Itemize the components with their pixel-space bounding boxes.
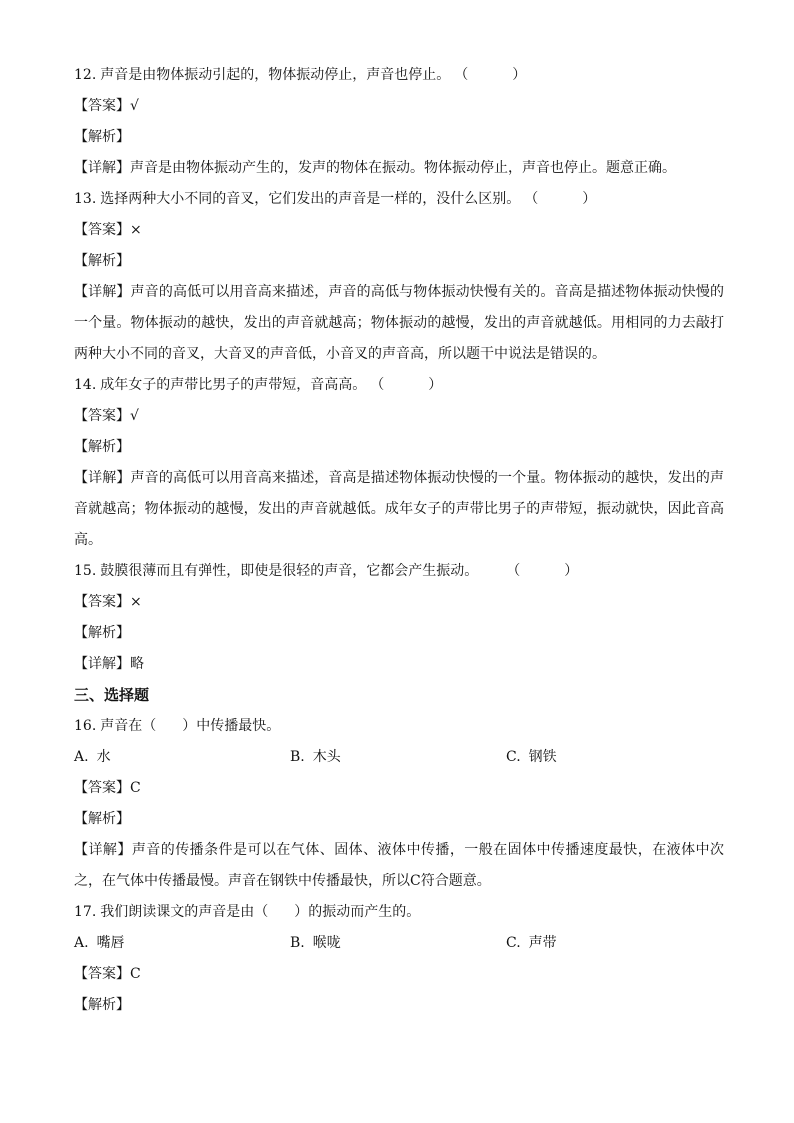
detail-tag: 【详解】	[74, 656, 130, 672]
question-text-before: 声音在（	[100, 718, 157, 734]
answer-value: √	[130, 408, 139, 424]
detail-tag: 【详解】	[74, 842, 132, 858]
question-text: 鼓膜很薄而且有弹性，即使是很轻的声音，它都会产生振动。	[100, 563, 479, 579]
analysis-17	[74, 990, 724, 1021]
answer-tag: 【答案】	[74, 966, 130, 982]
question-15	[74, 556, 724, 587]
option-b: B. 喉咙	[290, 935, 341, 951]
answer-blank	[268, 897, 294, 928]
question-text: 成年女子的声带比男子的声带短，音高高。	[100, 377, 367, 393]
answer-blank: （ ）	[370, 377, 443, 393]
answer-value: C	[130, 966, 141, 982]
detail-15	[74, 649, 724, 680]
document-page	[74, 60, 724, 1021]
answer-tag: 【答案】	[74, 98, 130, 114]
answer-blank: （ ）	[506, 563, 579, 579]
question-number: 14.	[74, 377, 97, 393]
detail-text: 略	[130, 656, 144, 672]
detail-tag: 【详解】	[74, 160, 130, 176]
option-a: A. 嘴唇	[74, 935, 125, 951]
answer-tag: 【答案】	[74, 594, 130, 610]
question-number: 13.	[74, 191, 97, 207]
answer-tag: 【答案】	[74, 222, 130, 238]
question-text-after: ）的振动而产生的。	[294, 904, 421, 920]
answer-12	[74, 91, 724, 122]
analysis-tag: 【解析】	[74, 811, 130, 827]
question-12	[74, 60, 724, 91]
answer-blank	[156, 711, 182, 742]
answer-15	[74, 587, 724, 618]
analysis-15	[74, 618, 724, 649]
question-number: 12.	[74, 67, 97, 83]
analysis-tag: 【解析】	[74, 625, 130, 641]
answer-value: ×	[130, 594, 142, 610]
question-17	[74, 897, 724, 928]
answer-13	[74, 215, 724, 246]
answer-tag: 【答案】	[74, 408, 130, 424]
analysis-tag: 【解析】	[74, 129, 130, 145]
detail-text: 声音的高低可以用音高来描述，音高是描述物体振动快慢的一个量。物体振动的越快，发出的声音就越高；物体振动的越慢，发出的声音就越低。成年女子的声带比男子的声带短，振动就快，因此音高高。	[74, 470, 725, 548]
detail-16	[74, 835, 724, 897]
analysis-tag: 【解析】	[74, 439, 130, 455]
question-number: 16.	[74, 718, 97, 734]
question-16	[74, 711, 724, 742]
analysis-tag: 【解析】	[74, 997, 130, 1013]
detail-text: 声音的高低可以用音高来描述，声音的高低与物体振动快慢有关的。音高是描述物体振动快慢的一个量。物体振动的越快，发出的声音就越高；物体振动的越慢，发出的声音就越低。用相同的力去敲打两种大小不同的音叉，大音叉的声音低，小音叉的声音高，所以题干中说法是错误的。	[74, 284, 725, 362]
answer-tag: 【答案】	[74, 780, 130, 796]
detail-14	[74, 463, 724, 556]
detail-13	[74, 277, 724, 370]
detail-12	[74, 153, 724, 184]
answer-value: √	[130, 98, 139, 114]
analysis-13	[74, 246, 724, 277]
option-a: A. 水	[74, 749, 111, 765]
answer-blank: （ ）	[454, 67, 527, 83]
answer-17	[74, 959, 724, 990]
answer-value: C	[130, 780, 141, 796]
section-title: 三、选择题	[74, 686, 150, 704]
detail-tag: 【详解】	[74, 284, 131, 300]
analysis-16	[74, 804, 724, 835]
question-13	[74, 184, 724, 215]
question-text-after: ）中传播最快。	[182, 718, 281, 734]
question-number: 17.	[74, 904, 97, 920]
analysis-tag: 【解析】	[74, 253, 130, 269]
question-text-before: 我们朗读课文的声音是由（	[100, 904, 269, 920]
detail-text: 声音的传播条件是可以在气体、固体、液体中传播，一般在固体中传播速度最快，在液体中次之，在气体中传播最慢。声音在钢铁中传播最快，所以C符合题意。	[74, 842, 725, 889]
detail-text: 声音是由物体振动产生的，发声的物体在振动。物体振动停止，声音也停止。题意正确。	[130, 160, 676, 176]
analysis-12	[74, 122, 724, 153]
options-17	[74, 928, 724, 959]
option-c: C. 钢铁	[506, 749, 557, 765]
answer-14	[74, 401, 724, 432]
option-b: B. 木头	[290, 749, 341, 765]
question-text: 声音是由物体振动引起的，物体振动停止，声音也停止。	[100, 67, 451, 83]
analysis-14	[74, 432, 724, 463]
option-c: C. 声带	[506, 935, 557, 951]
answer-blank: （ ）	[524, 191, 597, 207]
question-14	[74, 370, 724, 401]
options-16	[74, 742, 724, 773]
detail-tag: 【详解】	[74, 470, 131, 486]
answer-value: ×	[130, 222, 142, 238]
question-text: 选择两种大小不同的音叉，它们发出的声音是一样的，没什么区别。	[100, 191, 521, 207]
answer-16	[74, 773, 724, 804]
question-number: 15.	[74, 563, 97, 579]
